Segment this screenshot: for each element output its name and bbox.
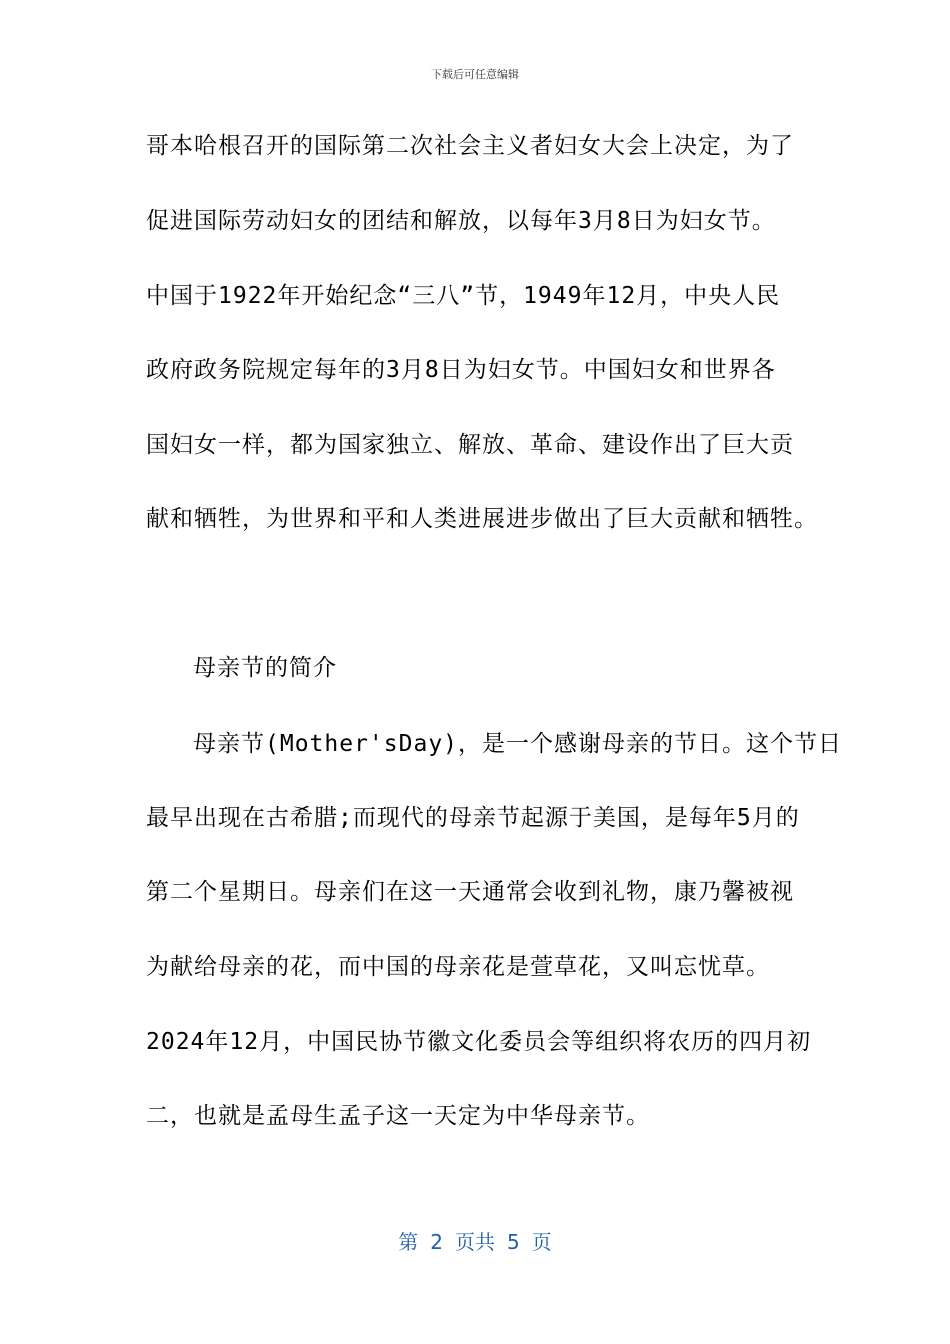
paragraph-line: 母亲节(Mother'sDay)，是一个感谢母亲的节日。这个节日 [193, 731, 843, 757]
paragraph-line: 国妇女一样，都为国家独立、解放、革命、建设作出了巨大贡 [146, 432, 794, 458]
paragraph-line: 2024年12月，中国民协节徽文化委员会等组织将农历的四月初 [146, 1029, 812, 1055]
section-heading: 母亲节的简介 [193, 655, 337, 681]
page-header: 下载后可任意编辑 [431, 68, 519, 81]
paragraph-line: 促进国际劳动妇女的团结和解放，以每年3月8日为妇女节。 [146, 208, 776, 234]
footer-total-pages: 5 [507, 1230, 520, 1254]
paragraph-line: 二，也就是孟母生孟子这一天定为中华母亲节。 [146, 1103, 650, 1129]
paragraph-line: 哥本哈根召开的国际第二次社会主义者妇女大会上决定，为了 [146, 133, 794, 159]
footer-suffix: 页 [531, 1230, 552, 1254]
paragraph-line: 中国于1922年开始纪念“三八”节，1949年12月，中央人民 [146, 283, 781, 309]
paragraph-line: 献和牺牲，为世界和平和人类进展进步做出了巨大贡献和牺牲。 [146, 506, 818, 532]
paragraph-line: 为献给母亲的花，而中国的母亲花是萱草花，又叫忘忧草。 [146, 954, 770, 980]
paragraph-line: 政府政务院规定每年的3月8日为妇女节。中国妇女和世界各 [146, 357, 776, 383]
paragraph-line: 最早出现在古希腊;而现代的母亲节起源于美国，是每年5月的 [146, 805, 800, 831]
footer-page-number: 2 [430, 1230, 443, 1254]
footer-middle: 页共 [455, 1230, 495, 1254]
page-footer [0, 1226, 950, 1255]
paragraph-line: 第二个星期日。母亲们在这一天通常会收到礼物，康乃馨被视 [146, 879, 794, 905]
footer-prefix: 第 [398, 1230, 419, 1254]
